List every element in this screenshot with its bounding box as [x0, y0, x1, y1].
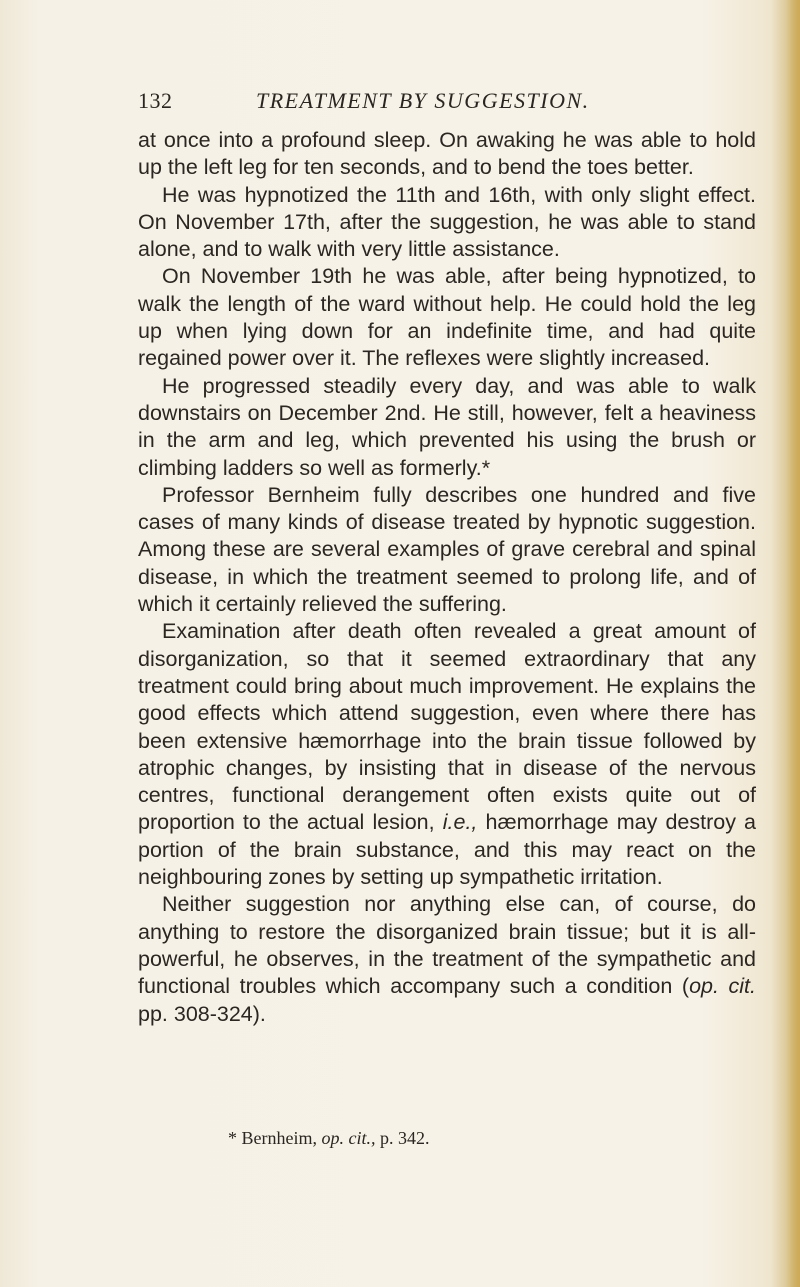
footnote-suffix: p. 342. — [379, 1128, 430, 1148]
paragraph-6-cont: hæmorrhage may destroy a portion of the brain substance, and this may react on the neighbouring zones by setting up sympathetic irritation. — [138, 810, 757, 890]
running-head — [126, 88, 746, 118]
paragraph-7 — [138, 891, 756, 1027]
footnote-prefix: * Bernheim, — [228, 1128, 317, 1148]
footnote — [228, 1128, 429, 1149]
opcit-open: ( — [681, 974, 690, 999]
paragraph-5: Professor Bernheim fully describes one hundred and five cases of many kinds of disease treated by hypnotic suggestion. Among these are several examples of grave cerebral and spinal disease, in which the treatment seemed to prolong life, and of which it certainly relieved the suffering. — [138, 482, 756, 617]
paragraph-6 — [138, 618, 756, 891]
page-edge — [786, 0, 800, 1287]
page-number: 132 — [138, 88, 173, 113]
paragraph-3: On November 19th he was able, after being hypnotized, to walk the length of the ward without help. He could hold the leg up when lying down for an indefinite time, and had quite regained power over it. The reflexes were slightly increased. — [138, 264, 756, 371]
ie-abbrev: i.e., — [442, 810, 478, 835]
paragraph-7-main: Neither suggestion nor anything else can, of course, do anything to restore the disorganized brain tissue; but it is all-powerful, he observes, in the treatment of the sympathetic and functional troubles which accompany such a condition — [138, 892, 756, 999]
paragraph-6-main: Examination after death often revealed a great amount of disorganization, so that it seemed extraordinary that any treatment could bring about much improvement. He explains the good effects which attend suggestion, even where there has been extensive hæmorrhage into the brain tissue followed by atrophic changes, by insisting that in disease of the nervous centres, functional derangement often exists quite out of proportion to the actual lesion, — [138, 619, 756, 835]
paragraph-4: He progressed steadily every day, and was able to walk downstairs on December 2nd. He still, however, felt a heaviness in the arm and leg, which prevented his using the brush or climbing ladders so well as formerly.* — [138, 373, 756, 480]
running-title: TREATMENT BY SUGGESTION. — [256, 88, 590, 113]
paragraph-2: He was hypnotized the 11th and 16th, with only slight effect. On November 17th, after the suggestion, he was able to stand alone, and to walk with very little assistance. — [138, 182, 756, 262]
body-text — [138, 127, 756, 1028]
paragraph-7-end: pp. 308-324). — [138, 1001, 266, 1026]
paragraph-1: at once into a profound sleep. On awaking he was able to hold up the left leg for ten seconds, and to bend the toes better. — [138, 128, 756, 180]
opcit-ref: op. cit. — [689, 974, 756, 999]
footnote-opcit: op. cit., — [321, 1128, 376, 1148]
